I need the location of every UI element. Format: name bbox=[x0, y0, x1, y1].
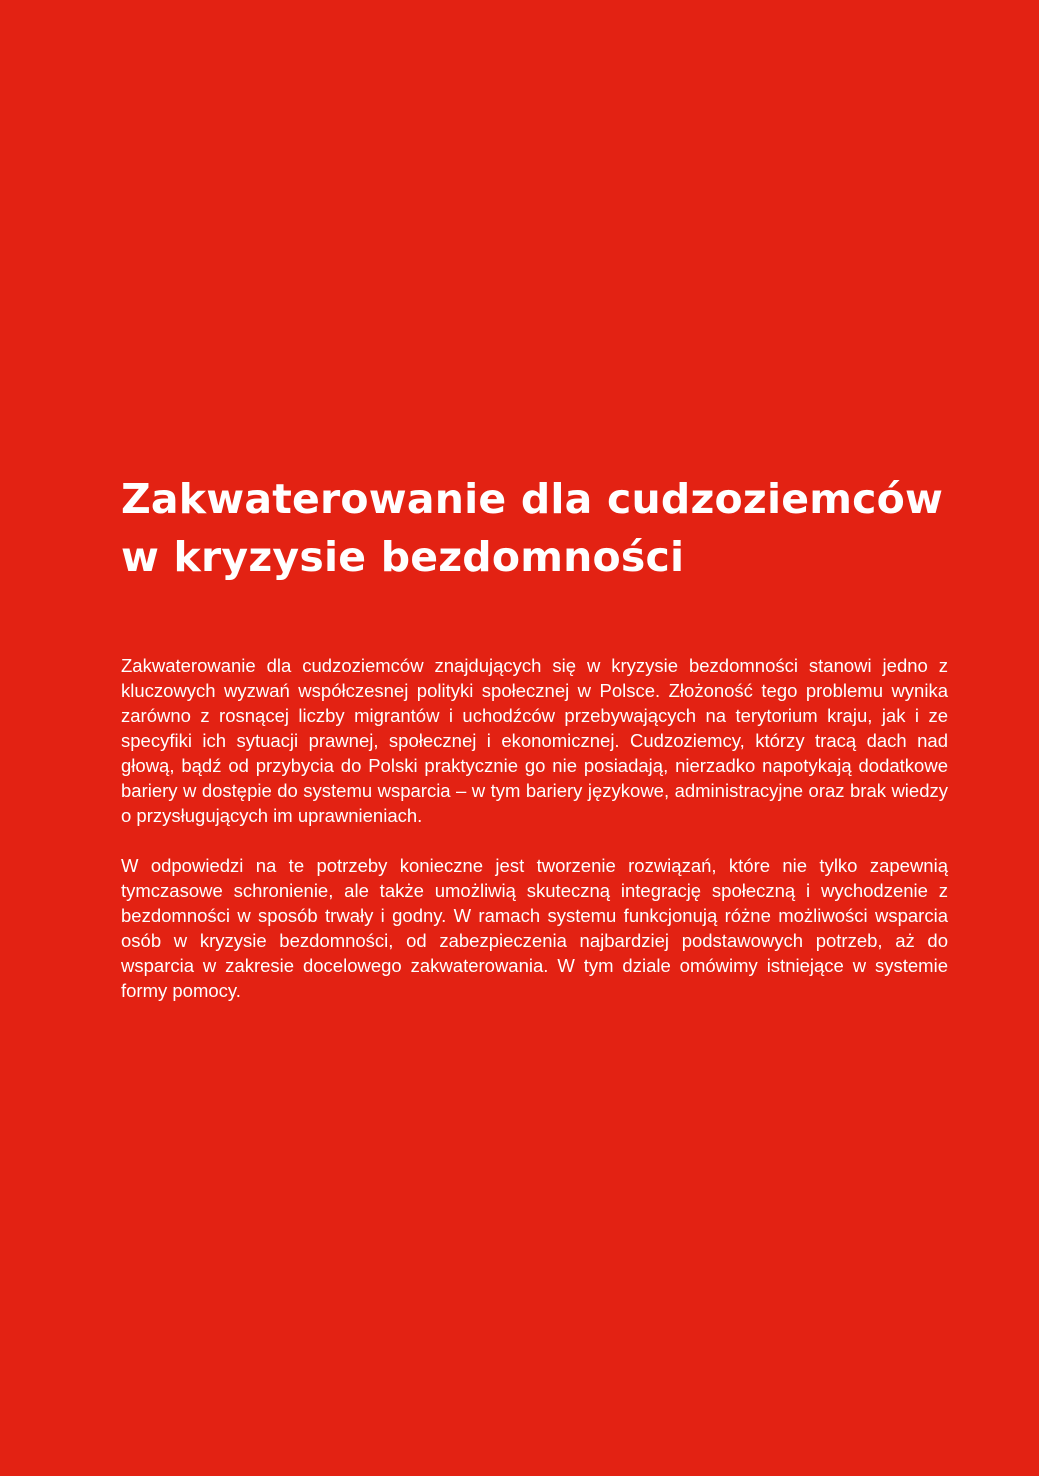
section-title-line-1: Zakwaterowanie dla cudzoziemców bbox=[121, 475, 944, 523]
paragraph-1: Zakwaterowanie dla cudzoziemców znajdujących się w kryzysie bezdomności stanowi jedno z kluczowych wyzwań współczesnej polityki społecznej w Polsce. Złożoność tego problemu wynika zarówno z rosnącej liczby migrantów i uchodźców przebywających na terytorium kraju, jak i ze specyfiki ich sytuacji prawnej, społecznej i ekonomicznej. Cudzoziemcy, którzy tracą dach nad głową, bądź od przybycia do Polski praktycznie go nie posiadają, nierzadko napotykają dodatkowe bariery w dostępie do systemu wsparcia – w tym bariery językowe, administracyjne oraz brak wiedzy o przysługujących im uprawnieniach. bbox=[121, 655, 948, 826]
paragraph-2: W odpowiedzi na te potrzeby konieczne jest tworzenie rozwiązań, które nie tylko zapewnią tymczasowe schronienie, ale także umożliwią skuteczną integrację społeczną i wychodzenie z bezdomności w sposób trwały i godny. W ramach systemu funkcjonują różne możliwości wsparcia osób w kryzysie bezdomności, od zabezpieczenia najbardziej podstawowych potrzeb, aż do wsparcia w zakresie docelowego zakwaterowania. W tym dziale omówimy istniejące w systemie formy pomocy. bbox=[121, 855, 948, 1001]
section-title-line-2: w kryzysie bezdomności bbox=[121, 533, 685, 581]
section-title bbox=[121, 470, 944, 586]
body-text bbox=[121, 653, 948, 1028]
